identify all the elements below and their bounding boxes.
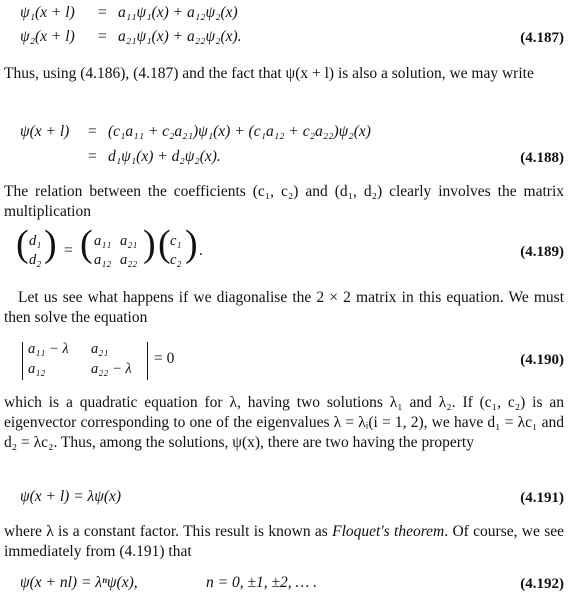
equals-sign: = bbox=[88, 148, 97, 165]
determinant-bar-right bbox=[147, 342, 148, 380]
equation-4-187-row1 bbox=[0, 4, 568, 26]
vector-d1: d₁ bbox=[29, 233, 42, 249]
equation-condition: n = 0, ±1, ±2, … . bbox=[206, 574, 318, 591]
equation-4-191 bbox=[0, 488, 568, 510]
equation-4-188-row1 bbox=[0, 123, 568, 145]
equation-lhs: ψ(x + nl) = λⁿψ(x), bbox=[20, 574, 138, 591]
paragraph-5-part-c: . Of course, we see immediately from (4.191) that bbox=[4, 523, 564, 560]
right-paren: ) bbox=[185, 223, 198, 265]
equation-4-190 bbox=[0, 340, 568, 384]
vector-c1: c₁ bbox=[170, 233, 182, 249]
floquet-theorem-term: Floquet's theorem bbox=[332, 523, 445, 540]
equation-rhs: = 0 bbox=[154, 350, 175, 367]
equation-lhs: ψ(x + l) bbox=[20, 123, 70, 140]
paragraph-3: Let us see what happens if we diagonalise the 2 × 2 matrix in this equation. We must then solve the equation bbox=[4, 289, 564, 326]
equation-rhs: a₂₁ψ₁(x) + a₂₂ψ₂(x). bbox=[118, 28, 242, 45]
equation-4-188-row2 bbox=[0, 148, 568, 170]
equation-4-192 bbox=[0, 574, 568, 596]
det-r1c2: a₂₁ bbox=[91, 341, 109, 357]
right-paren: ) bbox=[143, 223, 156, 265]
vector-d2: d₂ bbox=[29, 252, 42, 268]
matrix-a12: a₁₂ bbox=[94, 252, 112, 268]
paragraph-4: which is a quadratic equation for λ, having two solutions λ₁ and λ₂. If (c₁, c₂) is an eigenvector corresponding to one of the eigenvalues λ = λᵢ(i = 1, 2), we have d₁ = λc₁ and d₂ = λc₂. Thus, among the solutions, ψ(x), there are two having the property bbox=[4, 394, 564, 451]
paragraph-5 bbox=[4, 522, 564, 562]
paragraph-1: Thus, using (4.186), (4.187) and the fact that ψ(x + l) is also a solution, we may write bbox=[4, 65, 534, 82]
equation-number: (4.192) bbox=[520, 576, 564, 592]
equation-lhs: ψ₂(x + l) bbox=[20, 28, 75, 45]
paragraph-2: The relation between the coefficients (c₁, c₂) and (d₁, d₂) clearly involves the matrix multiplication bbox=[4, 183, 564, 220]
paragraph-5-part-a: where λ is a constant factor. This result is known as bbox=[4, 523, 333, 540]
equation-4-187-row2 bbox=[0, 28, 568, 50]
equation-rhs: a₁₁ψ₁(x) + a₁₂ψ₂(x) bbox=[118, 4, 238, 21]
equation-rhs: d₁ψ₁(x) + d₂ψ₂(x). bbox=[108, 148, 221, 165]
left-paren: ( bbox=[158, 223, 171, 265]
right-paren: ) bbox=[44, 223, 57, 265]
equals-sign: = bbox=[64, 242, 73, 259]
vector-c2: c₂ bbox=[170, 252, 182, 268]
matrix-a22: a₂₂ bbox=[120, 252, 138, 268]
equals-sign: = bbox=[98, 4, 107, 21]
left-paren: ( bbox=[16, 223, 29, 265]
equation-number: (4.189) bbox=[520, 244, 564, 260]
det-r1c1: a₁₁ − λ bbox=[28, 341, 69, 357]
left-paren: ( bbox=[80, 223, 93, 265]
determinant-bar-left bbox=[22, 342, 23, 380]
period: . bbox=[199, 242, 203, 259]
det-r2c2: a₂₂ − λ bbox=[91, 361, 132, 377]
equals-sign: = bbox=[98, 28, 107, 45]
equation-number: (4.191) bbox=[520, 490, 564, 506]
matrix-a21: a₂₁ bbox=[120, 233, 138, 249]
equation-number: (4.188) bbox=[520, 150, 564, 166]
equation-lhs: ψ₁(x + l) bbox=[20, 4, 75, 21]
equation-number: (4.190) bbox=[520, 352, 564, 368]
equation-text: ψ(x + l) = λψ(x) bbox=[20, 488, 122, 505]
equation-4-189 bbox=[0, 223, 568, 276]
matrix-a11: a₁₁ bbox=[94, 233, 112, 249]
det-r2c1: a₁₂ bbox=[28, 361, 46, 377]
equation-rhs: (c₁a₁₁ + c₂a₂₁)ψ₁(x) + (c₁a₁₂ + c₂a₂₂)ψ₂(x) bbox=[108, 123, 371, 140]
equation-number: (4.187) bbox=[520, 30, 564, 46]
equals-sign: = bbox=[88, 123, 97, 140]
